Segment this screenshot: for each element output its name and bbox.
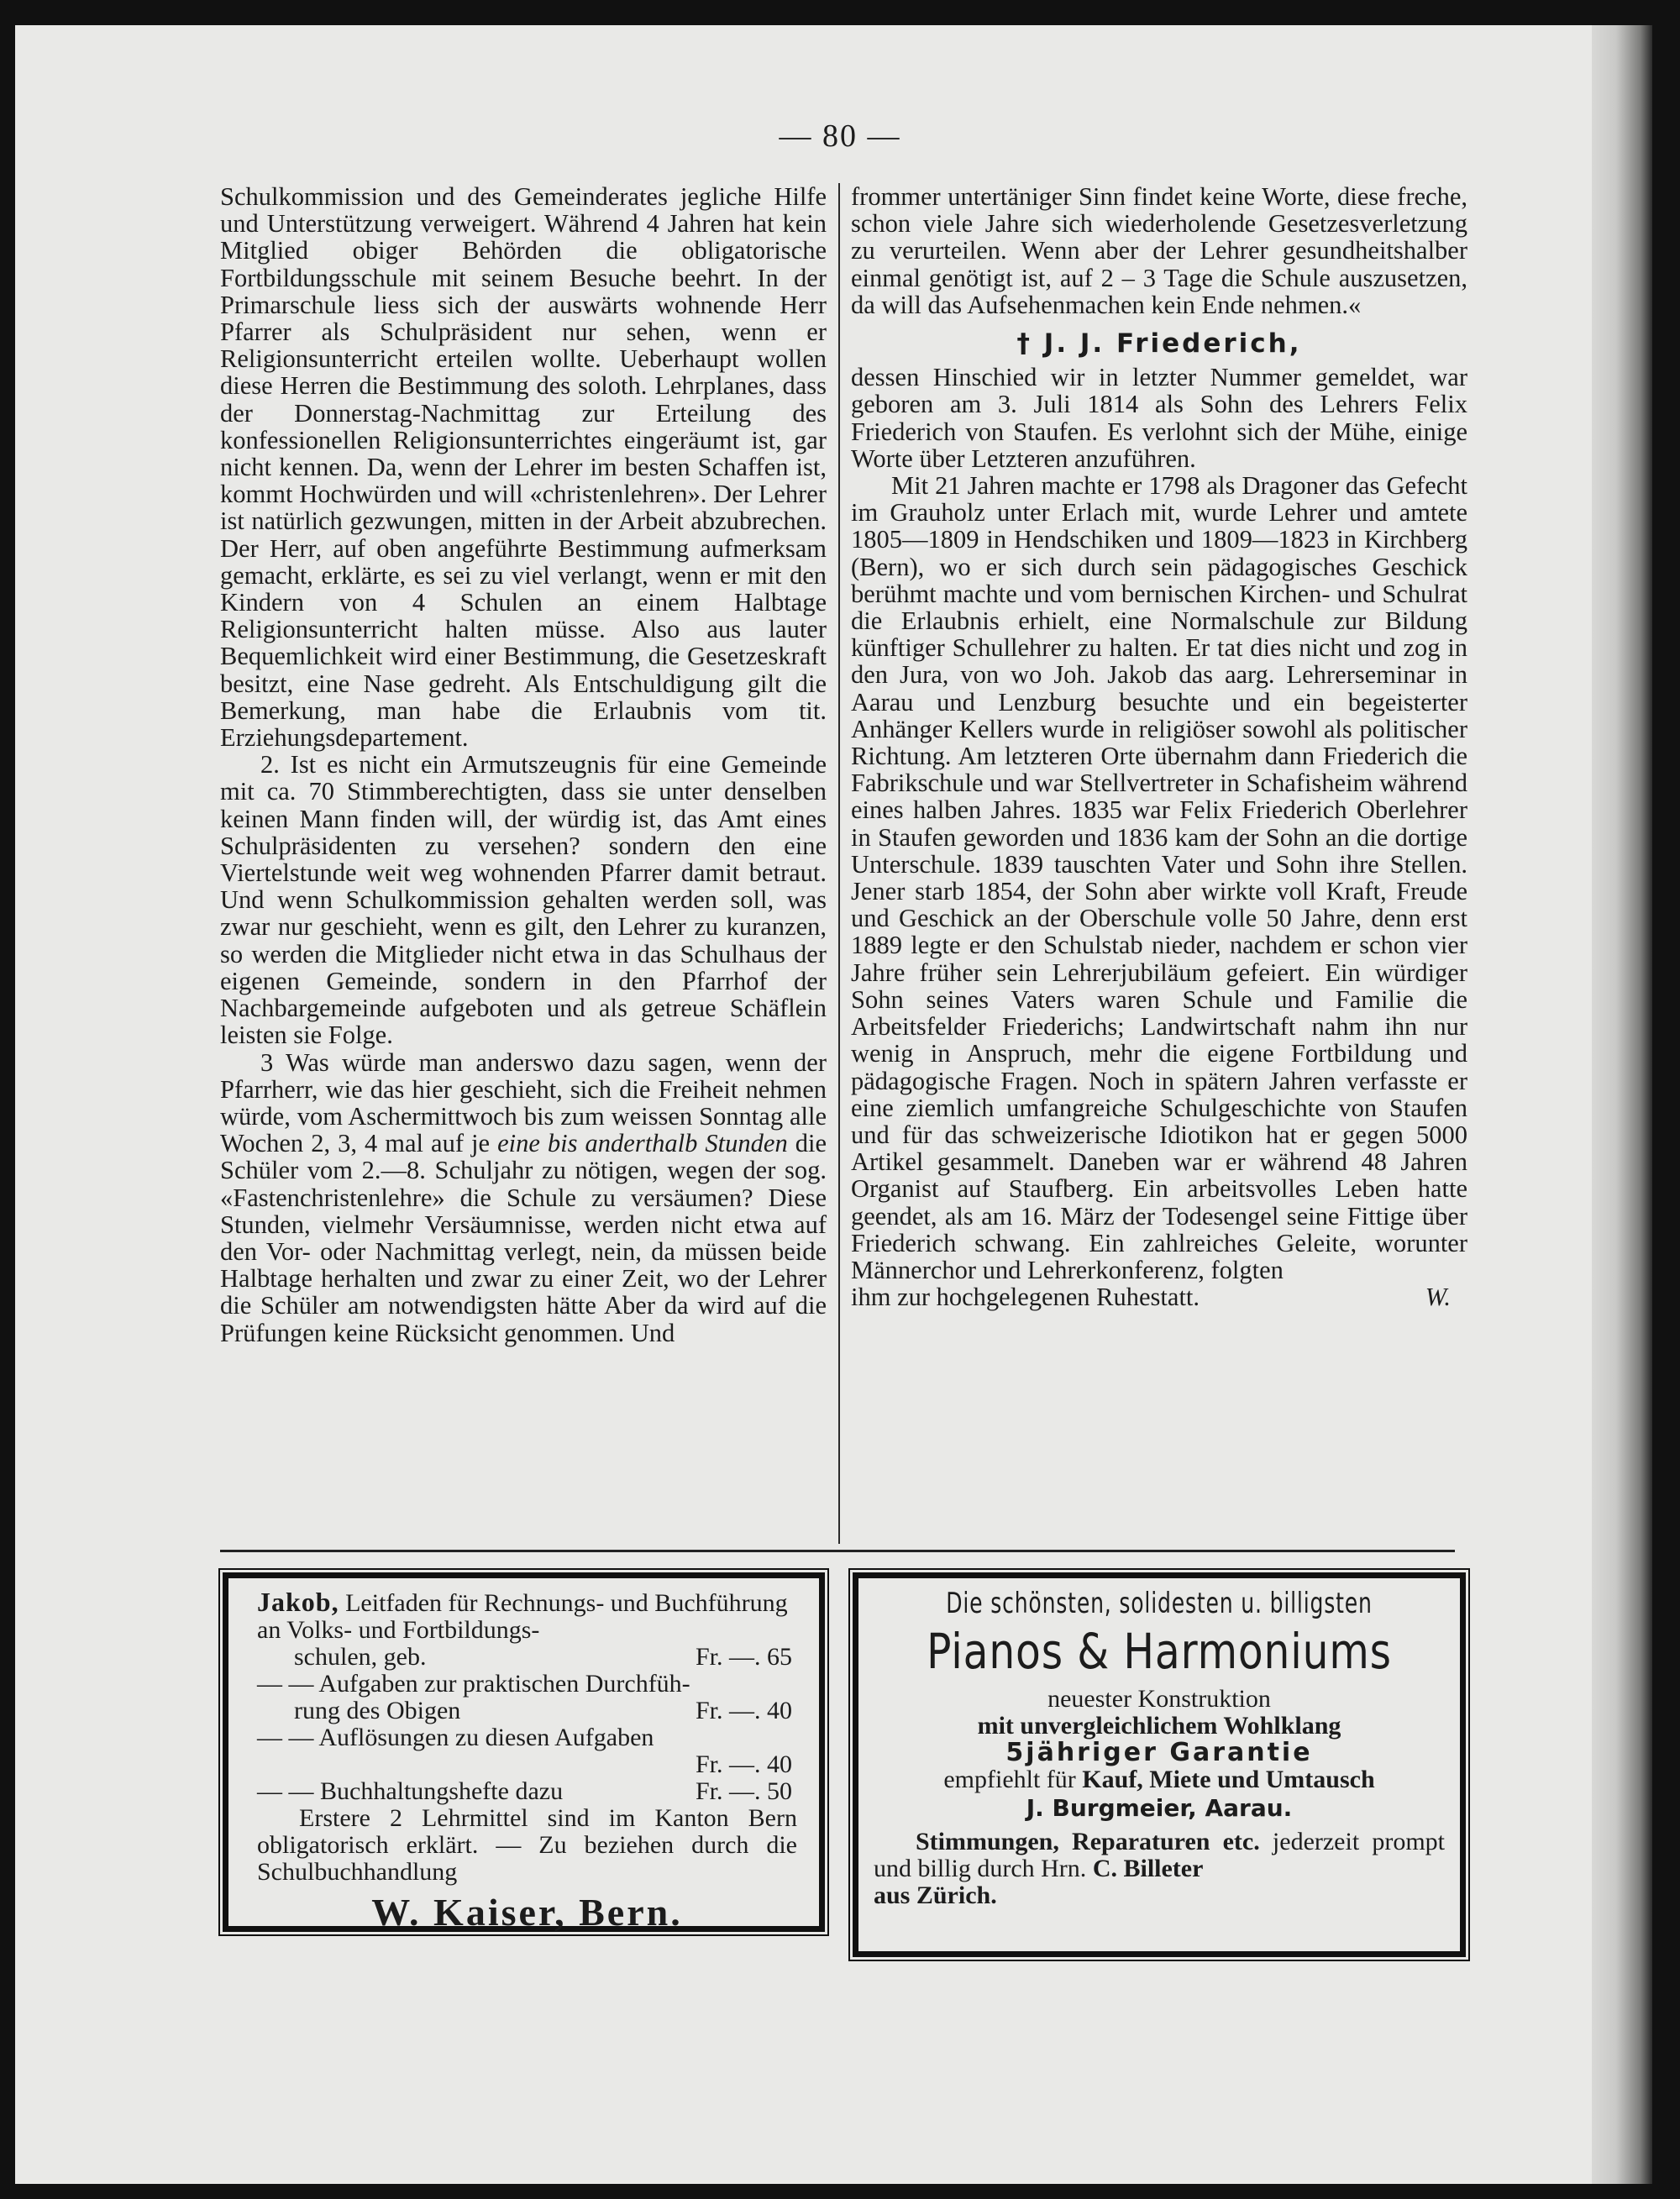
ad-pianos-service-bold: Stimmungen, Reparaturen etc. — [916, 1828, 1260, 1855]
left-paragraph-3-start: 3 Was würde man anderswo dazu sagen, wenn der Pfarrherr, wie das hier geschieht, sich die Freiheit nehmen würde, vom Aschermittwoch bis zum weissen Sonntag alle Wochen 2, 3, 4 mal auf je — [220, 1047, 827, 1158]
ad-jakob-publisher: W. Kaiser, Bern. — [371, 1891, 683, 1934]
advertisement-jakob — [223, 1572, 825, 1932]
ad-jakob-title: Jakob, — [257, 1587, 339, 1617]
ad-pianos-dealer: J. Burgmeier, Aarau. — [1026, 1794, 1293, 1822]
left-paragraph-1: Schulkommission und des Gemeinderates jegliche Hilfe und Unterstützung verweigert. Während 4 Jahren hat kein Mitglied obiger Behörden die obligatorische Fortbildungsschule mit seinem Besuche beehrt. In der Primarschule liess sich der auswärts wohnende Herr Pfarrer als Schulpräsident nur sehen, wenn er Religionsunterricht erteilen wollte. Ueberhaupt wollen diese Herren die Bestimmung des soloth. Lehrplanes, dass der Donnerstag-Nachmittag zur Erteilung des konfessionellen Religionsunterrichtes eingeräumt ist, gar nicht kennen. Da, wenn der Lehrer im besten Schaffen ist, kommt Hochwürden und will «christenlehren». Der Lehrer ist natürlich gezwungen, mitten in der Arbeit abzubrechen. Der Herr, auf oben angeführte Bestimmung aufmerksam gemacht, erklärte, es sei zu viel verlangt, wenn er mit den Kindern von 4 Schulen an einem Halbtage Religionsunterricht halten müsse. Also aus lauter Bequemlichkeit wird einer Bestimmung, die Gesetzeskraft besitzt, eine Nase gedreht. Als Entschuldigung gilt die Bemerkung, man habe die Erlaubnis vom tit. Erziehungsdepartement. — [220, 182, 827, 753]
ad-jakob-item-2-price: Fr. —. 40 — [695, 1697, 792, 1724]
left-paragraph-3 — [220, 1049, 827, 1346]
ad-pianos-line-4-prefix: empfiehlt für — [943, 1766, 1083, 1793]
ad-pianos-guarantee: 5jähriger Garantie — [1005, 1738, 1313, 1767]
obituary-paragraph-2: Mit 21 Jahren machte er 1798 als Dragoner das Gefecht im Grauholz unter Erlach mit, wurde Lehrer und amtete 1805—1809 in Hendschiken und 1809—1823 in Kirchberg (Bern), wo er sich durch sein pädagogisches Geschick berühmt machte und vom bernischen Kirchen- und Schulrat die Erlaubnis erhielt, eine Normalschule zur Bildung künftiger Schullehrer zu halten. Er tat dies nicht und zog in den Jura, von wo Joh. Jakob das aarg. Lehrerseminar in Aarau und Lenzburg besuchte und ein begeisterter Anhänger Kellers wurde in religiöser sowohl als politischer Richtung. Am letzteren Orte übernahm dann Friederich die Fabrikschule und war Stellvertreter in Schafisheim während eines halben Jahres. 1835 war Felix Friederich Oberlehrer in Staufen geworden und 1836 kam der Sohn an die dortige Unterschule. 1839 tauschten Vater und Sohn ihre Stellen. Jener starb 1854, der Sohn aber wirkte voll Kraft, Freude und Geschick an der Oberschule volle 50 Jahre, denn erst 1889 legte er den Schulstab nieder, nachdem er schon vier Jahre früher sein Lehrerjubiläum gefeiert. Ein würdiger Sohn seines Vaters waren Schule und Familie die Arbeitsfelder Friederichs; Landwirtschaft nahm ihn nur wenig in Anspruch, mehr die eigene Fortbildung und pädagogische Fragen. Noch in spätern Jahren verfasste er eine ziemlich umfangreiche Schulgeschichte von Staufen und für das schweizerische Idiotikon hat er gegen 5000 Artikel gesammelt. Daneben war er während 48 Jahren Organist auf Staufberg. Ein arbeitsvolles Leben hatte geendet, als am 16. März der Todesengel seine Fittige über Friederich schwang. Ein zahlreiches Geleite, worunter Männerchor und Lehrerkonferenz, folgten — [851, 471, 1467, 1284]
ad-jakob-item-3-price: Fr. —. 40 — [695, 1750, 792, 1778]
ad-pianos-headline: Die schönsten, solidesten u. billigsten — [946, 1587, 1373, 1620]
ad-jakob-intro — [257, 1588, 797, 1644]
ad-pianos-location: aus Zürich. — [874, 1881, 997, 1909]
ad-pianos-title: Pianos & Harmoniums — [927, 1623, 1392, 1680]
ad-jakob-item-1-price: Fr. —. 65 — [695, 1643, 792, 1671]
book-spine-shadow — [1592, 25, 1652, 2184]
advertisement-pianos — [853, 1572, 1466, 1957]
ad-pianos-line-2: mit unvergleichlichem Wohlklang — [977, 1712, 1341, 1740]
right-paragraph-continued: frommer untertäniger Sinn findet keine Worte, diese freche, schon viele Jahre sich wiederholende Gesetzesverletzung zu verurteilen. Wenn aber der Lehrer gesundheitshalber einmal genötigt ist, auf 2 – 3 Tage die Schule auszusetzen, da will das Aufsehenmachen kein Ende nehmen.« — [851, 182, 1467, 319]
ad-jakob-item-1-label: schulen, geb. — [294, 1643, 427, 1671]
ad-jakob-note: Erstere 2 Lehrmittel sind im Kanton Bern obligatorisch erklärt. — Zu beziehen durch die Schulbuchhandlung — [257, 1804, 797, 1886]
ad-pianos-service — [874, 1829, 1445, 1882]
ad-jakob-description: Leitfaden für Rechnungs- und Buchführung an Volks- und Fortbildungs- — [257, 1589, 788, 1644]
ad-jakob-item-4-price: Fr. —. 50 — [695, 1777, 792, 1805]
ad-jakob-item-2 — [257, 1698, 797, 1724]
obituary-heading: † J. J. Friederich, — [1016, 328, 1302, 360]
ad-pianos-service-text: jederzeit prompt und billig durch Hrn. — [874, 1828, 1445, 1882]
left-paragraph-2: 2. Ist es nicht ein Armutszeugnis für eine Gemeinde mit ca. 70 Stimmberechtigten, dass sie unter denselben keinen Mann finden will, der würdig ist, das Amt eines Schulpräsidenten zu versehen? sondern den eine Viertelstunde weit weg wohnenden Pfarrer damit betraut. Und wenn Schulkommission gehalten werden soll, was zwar nur geschieht, wenn es gilt, den Lehrer zu kuranzen, so werden die Mitglieder nicht etwa in das Schulhaus der eigenen Gemeinde, sondern in den Pfarrhof der Nachbargemeinde aufgeboten und als getreue Schäflein leisten sie Folge. — [220, 750, 827, 1050]
ad-pianos-line-4-bold: Kauf, Miete und Umtausch — [1082, 1766, 1375, 1793]
section-rule — [220, 1550, 1455, 1552]
left-paragraph-3-end: die Schüler vom 2.—8. Schuljahr zu nötigen, wegen der sog. «Fastenchristenlehre» die Schule zu versäumen? Diese Stunden, vielmehr Versäumnisse, werden nicht etwa auf den Vor- oder Nachmittag verlegt, nein, da müssen beide Halbtage herhalten und zwar zu einer Zeit, wo der Lehrer die Schüler am notwendigsten hätte Aber da wird auf die Prüfungen keine Rücksicht genommen. Und — [220, 1129, 827, 1347]
page-number: — 80 — — [779, 118, 901, 154]
author-signature: W. — [1425, 1283, 1451, 1312]
ad-pianos-service-name: C. Billeter — [1092, 1855, 1204, 1882]
ad-pianos-line-4 — [874, 1766, 1445, 1793]
ad-jakob-item-3-label: — — Auflösungen zu diesen Aufgaben — [257, 1724, 654, 1751]
right-column — [851, 183, 1467, 1310]
ad-jakob-item-3 — [257, 1751, 797, 1778]
column-divider — [838, 183, 840, 1544]
obituary-last-line — [851, 1283, 1467, 1310]
obituary-closing-text: ihm zur hochgelegenen Ruhestatt. — [851, 1283, 1200, 1312]
ad-jakob-item-1 — [257, 1644, 797, 1671]
ad-jakob-item-4 — [257, 1778, 797, 1805]
ad-pianos-line-1: neuester Konstruktion — [1047, 1685, 1271, 1713]
ad-jakob-item-4-label: — — Buchhaltungshefte dazu — [257, 1777, 564, 1805]
ad-jakob-item-2-label-b: rung des Obigen — [294, 1697, 461, 1724]
obituary-paragraph-1: dessen Hinschied wir in letzter Nummer gemeldet, war geboren am 3. Juli 1814 als Sohn des Lehrers Felix Friederich von Staufen. Es verlohnt sich der Mühe, einige Worte über Letzteren anzuführen. — [851, 363, 1467, 473]
left-column — [220, 183, 827, 1346]
left-paragraph-3-emphasis: eine bis anderthalb Stunden — [497, 1129, 788, 1158]
ad-jakob-item-2-label-a: — — Aufgaben zur praktischen Durchfüh- — [257, 1670, 690, 1698]
